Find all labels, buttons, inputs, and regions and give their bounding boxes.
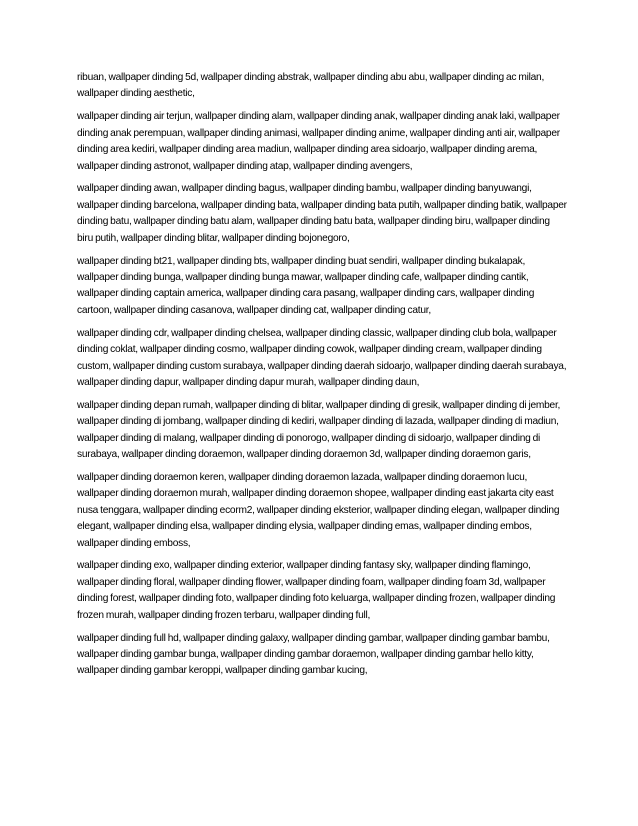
paragraph: wallpaper dinding exo, wallpaper dinding exterior, wallpaper dinding fantasy sky, wallpaper dinding flamingo, wallpaper dinding floral, wallpaper dinding flower, wallpaper dinding foam, wallpaper dinding foam 3d, wallpaper dinding forest, wallpaper dinding foto, wallpaper dinding foto keluarga, wallpaper dinding frozen, wallpaper dinding frozen murah, wallpaper dinding frozen terbaru, wallpaper dinding full, <box>77 560 556 621</box>
document-body <box>77 70 567 686</box>
paragraph: wallpaper dinding cdr, wallpaper dinding chelsea, wallpaper dinding classic, wallpaper dinding club bola, wallpaper dinding coklat, wallpaper dinding cosmo, wallpaper dinding cowok, wallpaper dinding cream, wallpaper dinding custom, wallpaper dinding custom surabaya, wallpaper dinding daerah sidoarjo, wallpaper dinding daerah surabaya, wallpaper dinding dapur, wallpaper dinding dapur murah, wallpaper dinding daun, <box>77 327 567 388</box>
paragraph: ribuan, wallpaper dinding 5d, wallpaper dinding abstrak, wallpaper dinding abu abu, wallpaper dinding ac milan, wallpaper dinding aesthetic, <box>77 72 545 100</box>
paragraph: wallpaper dinding awan, wallpaper dinding bagus, wallpaper dinding bambu, wallpaper dinding banyuwangi, wallpaper dinding barcelona, wallpaper dinding bata, wallpaper dinding bata putih, wallpaper dinding batik, wallpaper dinding batu, wallpaper dinding batu alam, wallpaper dinding batu bata, wallpaper dinding biru, wallpaper dinding biru putih, wallpaper dinding blitar, wallpaper dinding bojonegoro, <box>77 183 567 244</box>
paragraph: wallpaper dinding doraemon keren, wallpaper dinding doraemon lazada, wallpaper dinding doraemon lucu, wallpaper dinding doraemon murah, wallpaper dinding doraemon shopee, wallpaper dinding east jakarta city east nusa tenggara, wallpaper dinding ecorm2, wallpaper dinding eksterior, wallpaper dinding elegan, wallpaper dinding elegant, wallpaper dinding elsa, wallpaper dinding elysia, wallpaper dinding emas, wallpaper dinding embos, wallpaper dinding emboss, <box>77 471 560 549</box>
paragraph: wallpaper dinding bt21, wallpaper dinding bts, wallpaper dinding buat sendiri, wallpaper dinding bukalapak, wallpaper dinding bunga, wallpaper dinding bunga mawar, wallpaper dinding cafe, wallpaper dinding cantik, wallpaper dinding captain america, wallpaper dinding cara pasang, wallpaper dinding cars, wallpaper dinding cartoon, wallpaper dinding casanova, wallpaper dinding cat, wallpaper dinding catur, <box>77 255 535 316</box>
paragraph: wallpaper dinding full hd, wallpaper dinding galaxy, wallpaper dinding gambar, wallpaper dinding gambar bambu, wallpaper dinding gambar bunga, wallpaper dinding gambar doraemon, wallpaper dinding gambar hello kitty, wallpaper dinding gambar keroppi, wallpaper dinding gambar kucing, <box>77 632 550 677</box>
paragraph: wallpaper dinding air terjun, wallpaper dinding alam, wallpaper dinding anak, wallpaper dinding anak laki, wallpaper dinding anak perempuan, wallpaper dinding animasi, wallpaper dinding anime, wallpaper dinding anti air, wallpaper dinding area kediri, wallpaper dinding area madiun, wallpaper dinding area sidoarjo, wallpaper dinding arema, wallpaper dinding astronot, wallpaper dinding atap, wallpaper dinding avengers, <box>77 111 560 172</box>
paragraph: wallpaper dinding depan rumah, wallpaper dinding di blitar, wallpaper dinding di gresik, wallpaper dinding di jember, wallpaper dinding di jombang, wallpaper dinding di kediri, wallpaper dinding di lazada, wallpaper dinding di madiun, wallpaper dinding di malang, wallpaper dinding di ponorogo, wallpaper dinding di sidoarjo, wallpaper dinding di surabaya, wallpaper dinding doraemon, wallpaper dinding doraemon 3d, wallpaper dinding doraemon garis, <box>77 399 561 461</box>
